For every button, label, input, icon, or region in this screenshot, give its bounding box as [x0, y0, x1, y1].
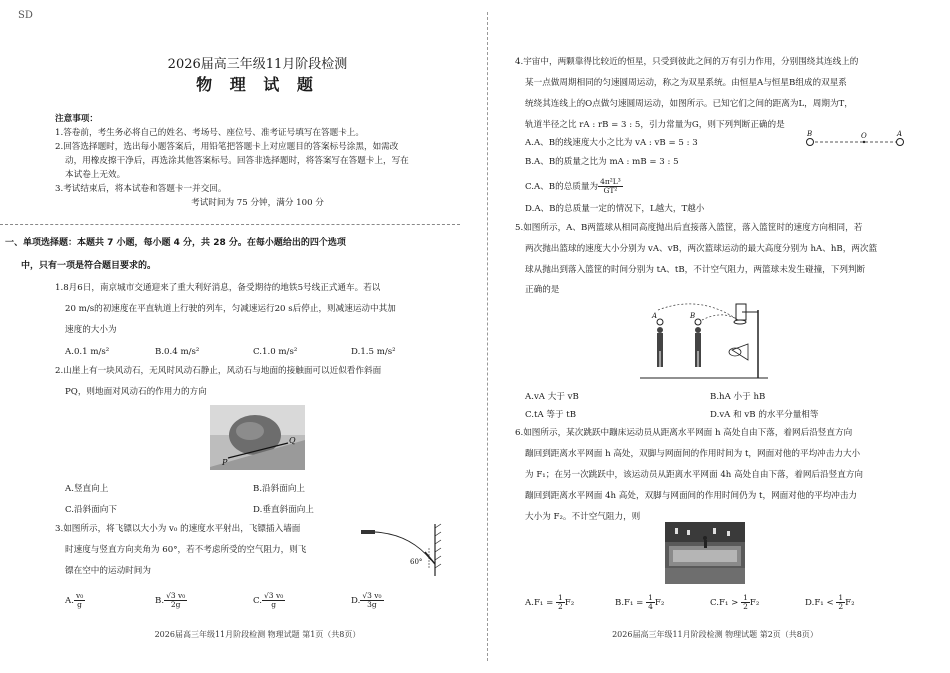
- q4-option-c: [525, 178, 623, 195]
- corner-mark: SD: [18, 10, 33, 21]
- option-post: F₂: [564, 598, 575, 608]
- binary-star-figure: [800, 130, 910, 154]
- label-b: B: [690, 312, 696, 320]
- option-letter: C.: [253, 596, 263, 606]
- notice-line: 3.考试结束后，将本试卷和答题卡一并交回。: [55, 184, 227, 194]
- frac-num: v₀: [75, 591, 84, 600]
- q5-option-b: B.hA 小于 hB: [710, 392, 766, 402]
- q2-option-d: D.垂直斜面向上: [253, 505, 314, 515]
- frac-num: 1: [648, 593, 653, 602]
- frac-num: 1: [838, 593, 844, 602]
- label-b: B: [807, 130, 813, 138]
- label-o: O: [861, 132, 867, 140]
- q6-text: 蹦回到距离水平网面 h 高处，双脚与网面间的作用时间为 t，网面对他的平均冲击力大小: [525, 449, 861, 459]
- option-post: F₂: [654, 598, 665, 608]
- label-p: P: [222, 458, 228, 467]
- trampoline-bed: [673, 550, 737, 562]
- q5-option-d: D.vA 和 vB 的水平分量相等: [710, 410, 819, 420]
- option-c-prefix: C.A、B的总质量为: [525, 182, 599, 192]
- q5-text: 球从抛出到落入篮筐的时间分别为 tA、tB，不计空气阻力，两篮球未发生碰撞，下列判断: [525, 265, 866, 275]
- frac-num: 1: [743, 593, 748, 602]
- q3-text: 3.如图所示，将飞镖以大小为 v₀ 的速度水平射出，飞镖插入墙面: [55, 524, 301, 534]
- option-post: F₂: [749, 598, 760, 608]
- q3-text: 时速度与竖直方向夹角为 60°，若不考虑所受的空气阻力，则飞: [65, 545, 307, 555]
- notice-line: 2.回答选择题时，选出每小题答案后，用铅笔把答题卡上对应题目的答案标号涂黑，如需改: [55, 142, 399, 152]
- q4-text: 轨道半径之比 rA : rB = 3 : 5，引力常量为G，则下列判断正确的是: [525, 120, 785, 130]
- option-pre: B.F₁ =: [615, 598, 647, 608]
- time-line: 考试时间为 75 分钟，满分 100 分: [191, 198, 324, 208]
- q6-option-b: [615, 594, 664, 611]
- hoop-icon: [734, 320, 746, 324]
- star-a-icon: [897, 139, 904, 146]
- q4-option-d: D.A、B的总质量一定的情况下，L越大，T越小: [525, 204, 705, 214]
- q1-option-c: C.1.0 m/s²: [253, 347, 298, 357]
- q5-option-a: A.vA 大于 vB: [525, 392, 579, 402]
- trajectory-a: [658, 304, 738, 320]
- option-post: F₂: [845, 598, 855, 608]
- angle-label: 60°: [410, 558, 423, 566]
- section-heading: 一、单项选择题：本题共 7 小题，每小题 4 分，共 28 分。在每小题给出的四个选项: [5, 238, 346, 248]
- q2-option-b: B.沿斜面向上: [253, 484, 306, 494]
- frac-den: 3g: [367, 600, 377, 609]
- frac-num: √3 v₀: [166, 591, 186, 600]
- frac-den: 2: [838, 602, 844, 611]
- q5-option-c: C.tA 等于 tB: [525, 410, 577, 420]
- q4-text: 统绕其连线上的O点做匀速圆周运动，如图所示。已知它们之间的距离为L，周期为T，: [525, 99, 853, 109]
- wind-stone-figure: [210, 405, 305, 470]
- q5-text: 两次抛出篮球的速度大小分别为 vA、vB，两次篮球运动的最大高度分别为 hA、hB，两次篮: [525, 244, 878, 254]
- frac-num: √3 v₀: [362, 591, 382, 600]
- label-q: Q: [289, 436, 296, 445]
- q3-text: 镖在空中的运动时间为: [65, 566, 151, 576]
- exam-subtitle: 物 理 试 题: [196, 75, 319, 94]
- q4-text: 4.宇宙中，两颗靠得比较近的恒星，只受到彼此之间的万有引力作用，分别围绕其连线上的: [515, 57, 859, 67]
- q3-option-b: [155, 592, 187, 609]
- frac-den: 4: [648, 602, 653, 611]
- exam-title: 2026届高三年级11月阶段检测: [167, 57, 348, 72]
- q2-text: 2.山崖上有一块风动石，无风时风动石静止，风动石与地面的接触面可以近似看作斜面: [55, 366, 382, 376]
- q2-text: PQ，则地面对风动石的作用力的方向: [65, 387, 207, 397]
- frac-den: 2: [743, 602, 748, 611]
- q1-option-d: D.1.5 m/s²: [351, 347, 396, 357]
- label-a: A: [897, 130, 903, 138]
- q5-text: 5.如图所示，A、B两篮球从相同高度抛出后直接落入篮筐，落入篮筐时的速度方向相同，若: [515, 223, 863, 233]
- right-page: [515, 0, 915, 673]
- center-o-icon: [863, 141, 865, 143]
- q1-option-b: B.0.4 m/s²: [155, 347, 200, 357]
- frac-num: 1: [558, 593, 563, 602]
- player-a-icon: [657, 327, 663, 367]
- q2-option-c: C.沿斜面向下: [65, 505, 117, 515]
- q4-option-b: B.A、B的质量之比为 mA : mB = 3 : 5: [525, 157, 679, 167]
- frac-den: 2: [558, 602, 563, 611]
- player-b-icon: [695, 327, 701, 367]
- page-footer: 2026届高三年级11月阶段检测 物理试题 第1页（共8页）: [154, 630, 361, 639]
- q6-text: 6.如图所示，某次跳跃中蹦床运动员从距离水平网面 h 高处自由下落，着网后沿竖直方向: [515, 428, 853, 438]
- q4-option-a: A.A、B的线速度大小之比为 vA : vB = 5 : 3: [525, 138, 698, 148]
- hoop-cone-icon: [732, 344, 748, 360]
- frac-den: g: [77, 600, 82, 609]
- frac-num: 4π²L³: [600, 177, 621, 186]
- dart-icon: [361, 530, 375, 534]
- notice-line: 1.答卷前，考生务必将自己的姓名、考场号、座位号、准考证号填写在答题卡上。: [55, 128, 364, 138]
- q4-text: 某一点做周期相同的匀速圆周运动，称之为双星系统。由恒星A与恒星B组成的双星系: [525, 78, 847, 88]
- q1-text: 20 m/s的初速度在平直轨道上行驶的列车，匀减速运行20 s后停止，则减速运动中其加: [65, 304, 396, 314]
- frac-den: GT²: [603, 186, 618, 195]
- q6-text: 蹦回到距离水平网面 4h 高处，双脚与网面间的作用时间仍为 t，网面对他的平均冲击力: [525, 491, 858, 501]
- q6-option-d: [805, 594, 855, 611]
- dart-trajectory: [375, 532, 431, 560]
- page-footer: 2026届高三年级11月阶段检测 物理试题 第2页（共8页）: [612, 630, 818, 639]
- notice-heading: 注意事项：: [55, 114, 98, 124]
- q3-option-c: [253, 592, 285, 609]
- q1-option-a: A.0.1 m/s²: [65, 347, 110, 357]
- q3-option-a: [65, 592, 85, 609]
- notice-line: 本试卷上无效。: [65, 170, 126, 180]
- option-pre: D.F₁ <: [805, 598, 837, 608]
- section-heading-cont: 中，只有一项是符合题目要求的。: [21, 261, 157, 271]
- q6-option-c: [710, 594, 759, 611]
- q6-text: 大小为 F₂。不计空气阻力，则: [525, 512, 641, 522]
- label-a: A: [652, 312, 658, 320]
- option-letter: A.: [65, 596, 74, 606]
- section-divider: [0, 224, 460, 225]
- q1-text: 速度的大小为: [65, 325, 117, 335]
- star-b-icon: [807, 139, 814, 146]
- option-pre: C.F₁ >: [710, 598, 742, 608]
- option-letter: D.: [351, 596, 361, 606]
- q3-option-d: [351, 592, 384, 609]
- frac-num: √3 v₀: [264, 591, 284, 600]
- q2-option-a: A.竖直向上: [65, 484, 109, 494]
- frac-den: g: [271, 600, 277, 609]
- notice-line: 动，用橡皮擦干净后，再选涂其他答案标号。回答非选择题时，将答案写在答题卡上，写在: [65, 156, 409, 166]
- dart-figure: [355, 522, 460, 577]
- q1-text: 1.8月6日，南京城市交通迎来了重大利好消息，备受期待的地铁5号线正式通车。若以: [55, 283, 381, 293]
- option-letter: B.: [155, 596, 165, 606]
- ball-a-icon: [657, 319, 663, 325]
- option-pre: A.F₁ =: [525, 598, 557, 608]
- basketball-figure: [640, 300, 770, 382]
- frac-den: 2g: [170, 600, 181, 609]
- trampoline-photo: [665, 522, 745, 584]
- q5-text: 正确的是: [525, 285, 560, 295]
- page-divider: [487, 12, 488, 661]
- q6-option-a: [525, 594, 574, 611]
- ball-b-icon: [695, 319, 701, 325]
- q6-text: 为 F₁；在另一次跳跃中，该运动员从距离水平网面 4h 高处自由下落，着网后沿竖直方向: [525, 470, 863, 480]
